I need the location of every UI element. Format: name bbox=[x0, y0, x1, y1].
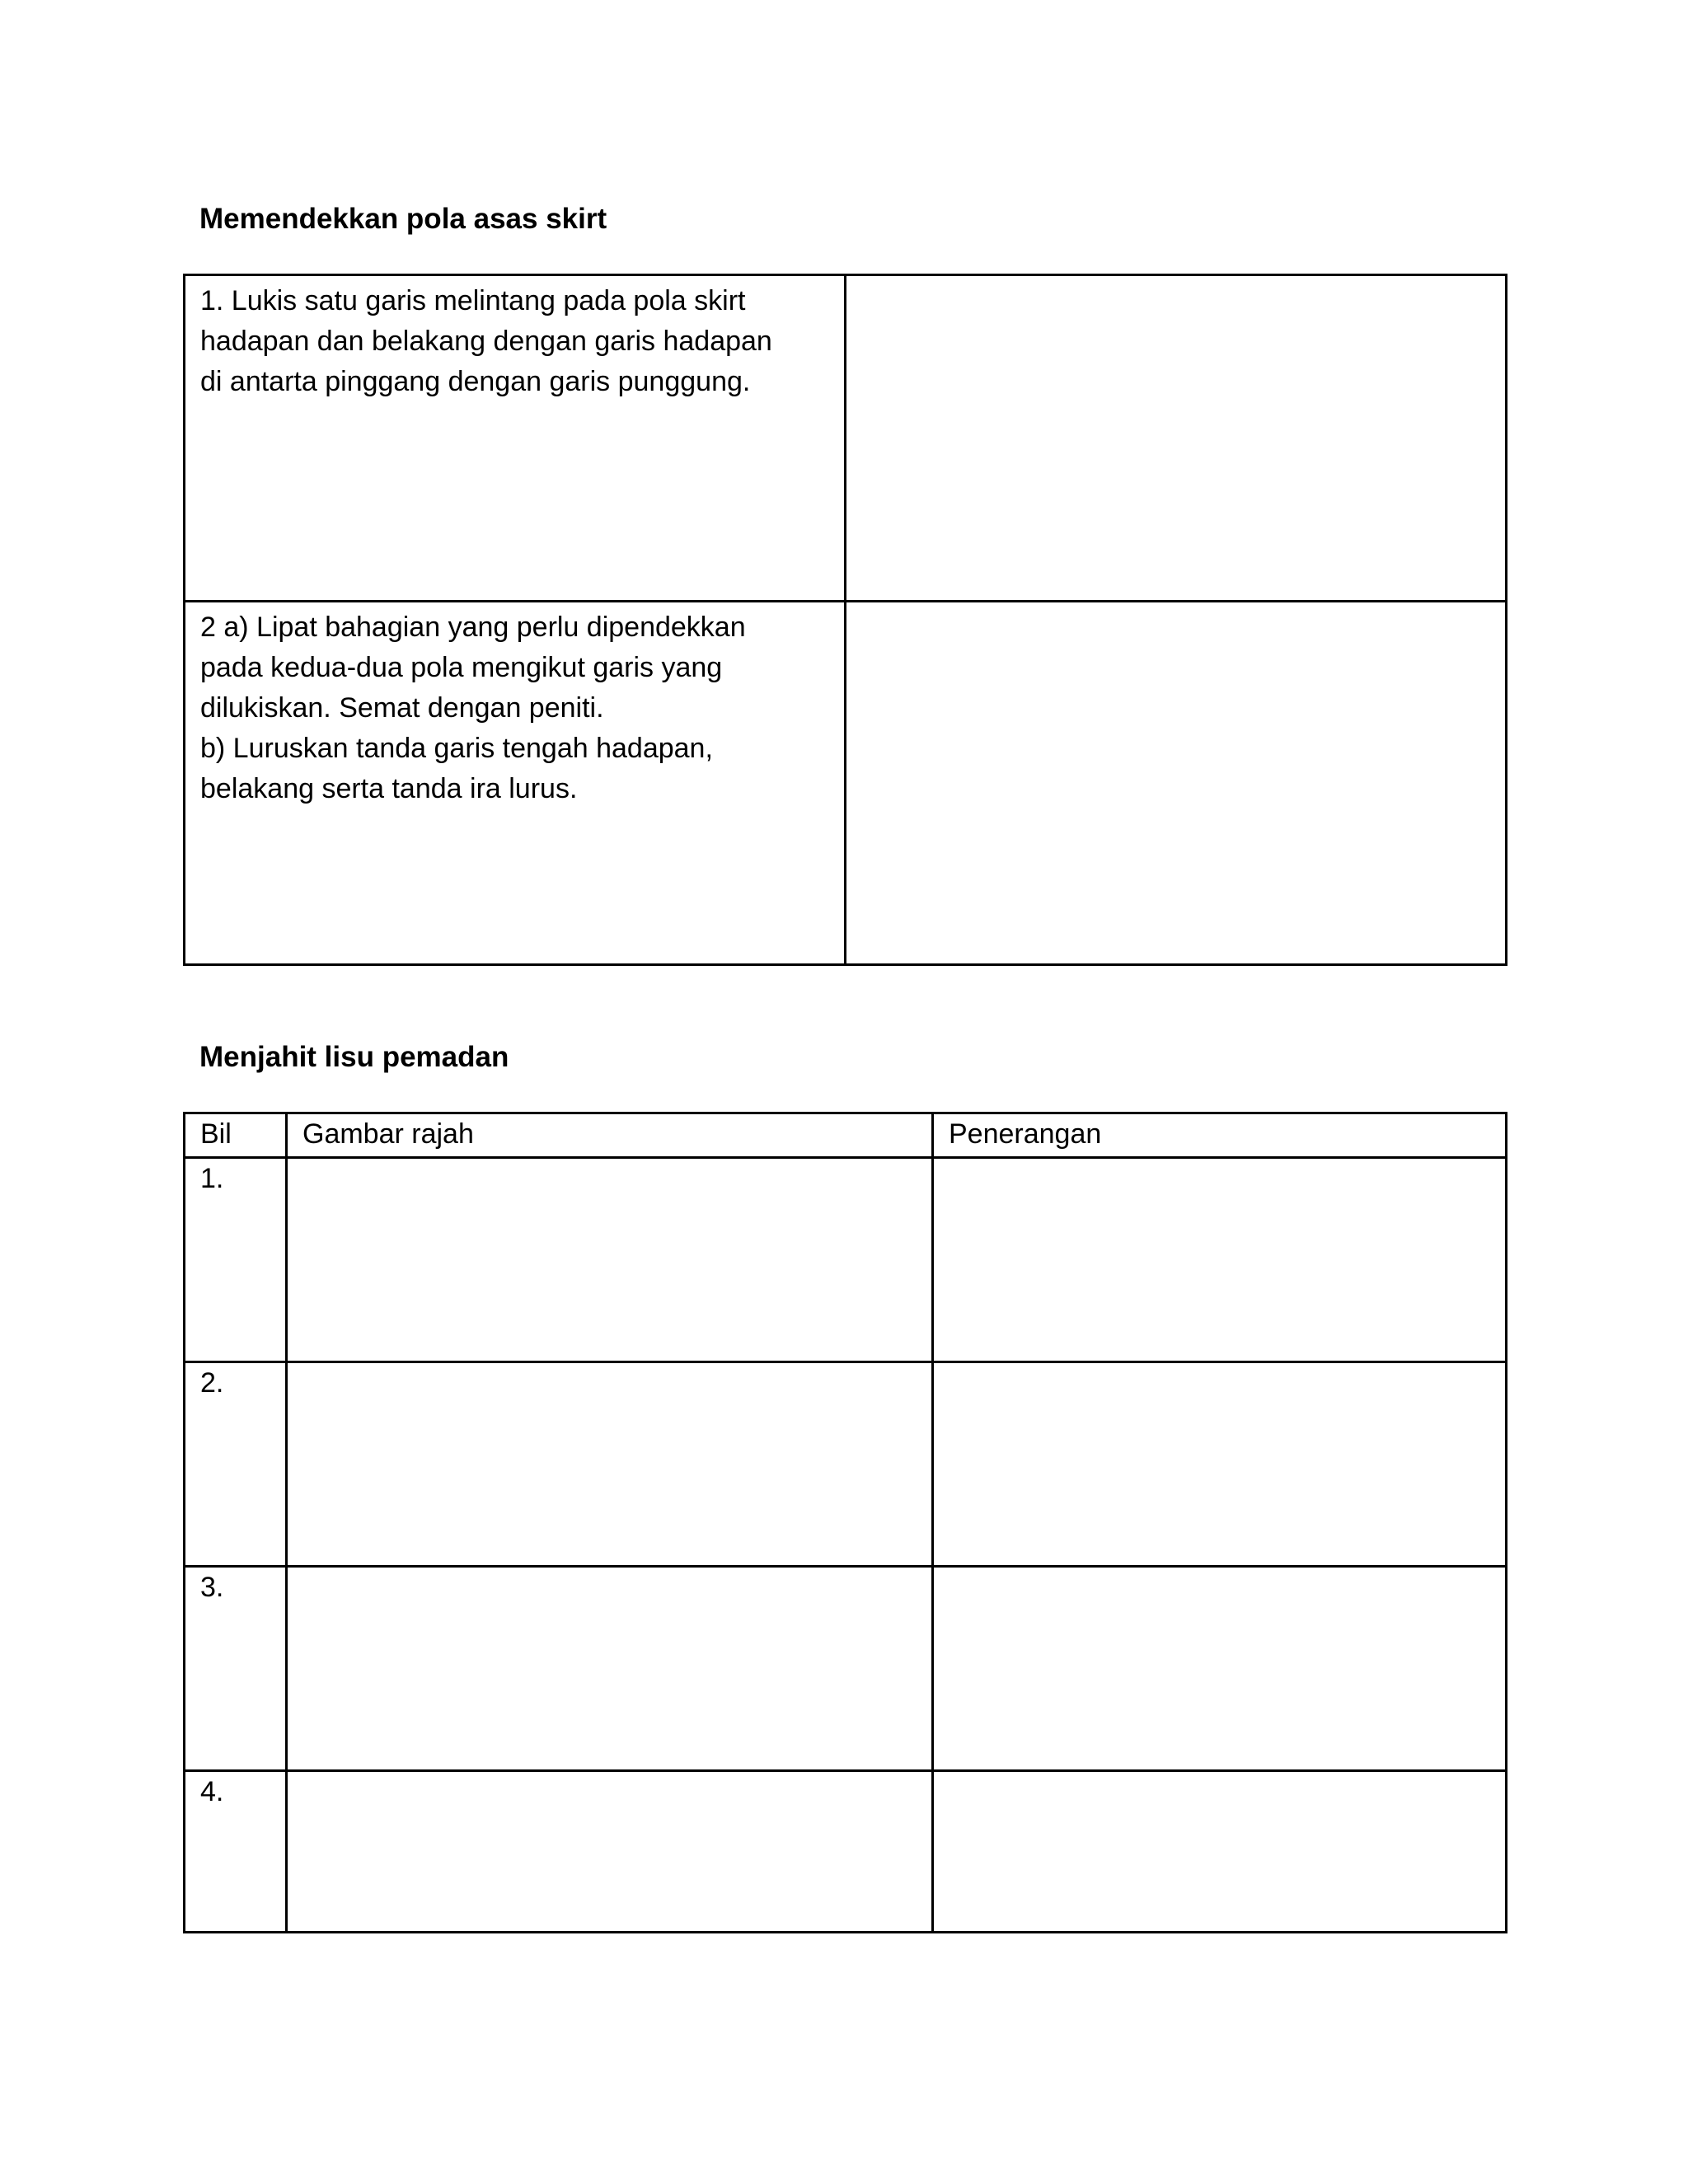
table-row bbox=[185, 602, 1507, 965]
description-cell bbox=[933, 1362, 1507, 1567]
diagram-cell bbox=[287, 1567, 933, 1771]
header-cell-bil: Bil bbox=[185, 1113, 287, 1158]
table-header-row bbox=[185, 1113, 1507, 1158]
description-cell bbox=[933, 1771, 1507, 1933]
diagram-cell bbox=[287, 1158, 933, 1362]
diagram-cell bbox=[846, 275, 1507, 602]
table-row bbox=[185, 1567, 1507, 1771]
diagram-cell bbox=[846, 602, 1507, 965]
diagram-cell bbox=[287, 1771, 933, 1933]
step-1-text: 1. Lukis satu garis melintang pada pola skirt hadapan dan belakang dengan garis hadapan di antarta pinggang dengan garis punggung. bbox=[200, 285, 772, 397]
step-2-text: 2 a) Lipat bahagian yang perlu dipendekkan pada kedua-dua pola mengikut garis yang dilukiskan. Semat dengan peniti. b) Luruskan tanda garis tengah hadapan, belakang serta tanda ira lurus. bbox=[200, 612, 746, 804]
number-cell: 3. bbox=[185, 1567, 287, 1771]
table-row bbox=[185, 1771, 1507, 1933]
header-cell-description: Penerangan bbox=[933, 1113, 1507, 1158]
description-cell bbox=[933, 1158, 1507, 1362]
number-cell: 4. bbox=[185, 1771, 287, 1933]
table-row bbox=[185, 275, 1507, 602]
instruction-cell bbox=[185, 275, 846, 602]
section-title-shortening-pattern: Memendekkan pola asas skirt bbox=[199, 203, 607, 235]
table-row bbox=[185, 1362, 1507, 1567]
header-cell-diagram: Gambar rajah bbox=[287, 1113, 933, 1158]
table-row bbox=[185, 1158, 1507, 1362]
instruction-cell bbox=[185, 602, 846, 965]
number-cell: 2. bbox=[185, 1362, 287, 1567]
description-cell bbox=[933, 1567, 1507, 1771]
diagram-cell bbox=[287, 1362, 933, 1567]
section-title-sewing-facing: Menjahit lisu pemadan bbox=[199, 1041, 509, 1073]
number-cell: 1. bbox=[185, 1158, 287, 1362]
sewing-steps-table bbox=[183, 1112, 1507, 1933]
shortening-steps-table bbox=[183, 274, 1507, 966]
